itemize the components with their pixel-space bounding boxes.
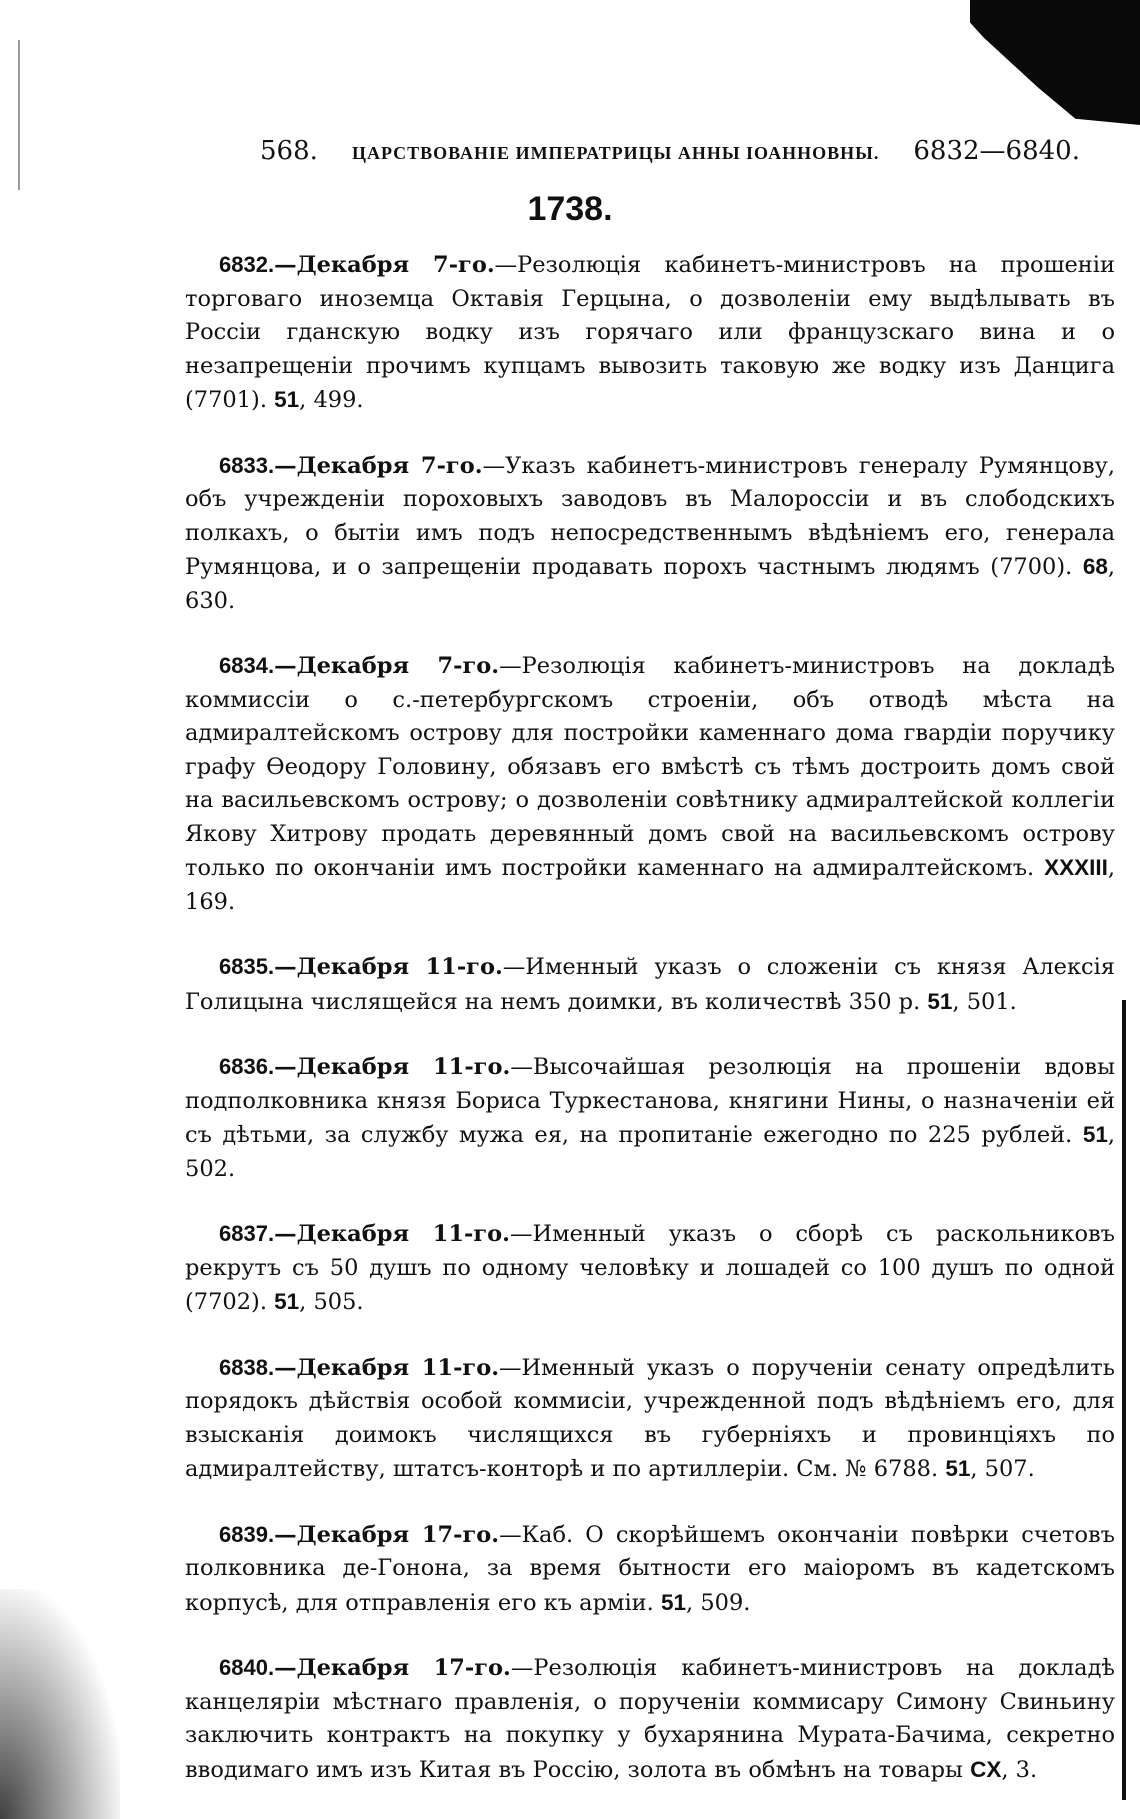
entry-page: , 3. [1001,1756,1038,1783]
entry-text: —Именный указъ о сложеніи съ князя Алексія Голицына числящейся на немъ доимки, въ количествѣ 350 р. [185,954,1116,1015]
entry-page: , 509. [686,1589,751,1616]
entry-text: —Указъ кабинетъ-министровъ генералу Румянцову, объ учрежденіи пороховыхъ заводовъ въ Малороссіи и въ слободскихъ полкахъ, о бытіи имъ подъ непосредственнымъ вѣдѣніемъ его, генерала Румянцова, и о запрещеніи продавать порохъ частнымъ людямъ (7700). [185,452,1115,580]
entry-number: 6840. [219,1655,275,1680]
scan-margin-mark [18,40,20,190]
entry-date: —Декабря 7-го. [274,452,483,479]
entry-date: —Декабря 7-го. [274,653,500,679]
entry-volume: 51 [660,1589,687,1615]
entry-text: —Резолюція кабинетъ-министровъ на прошеніи торговаго иноземца Октавія Герцына, о дозволеніи ему выдѣлывать въ Россіи гданскую водку изъ горячаго или французскаго вина и о незапрещеніи прочимъ купцамъ вывозить таковую же водку изъ Данцига (7701). [185,252,1115,413]
entry-6837 [185,1217,1115,1320]
entry-6840 [185,1651,1115,1787]
entries-list [185,248,1115,1818]
entry-page: , 169. [185,855,1115,915]
entry-date: —Декабря 11-го. [274,1221,510,1247]
entry-volume: 51 [274,387,300,412]
entry-volume: 51 [274,1289,300,1314]
entry-page: , 507. [970,1456,1035,1482]
entry-page: , 499. [299,387,364,413]
entry-volume: 51 [1082,1122,1108,1147]
entry-page: , 505. [299,1289,364,1315]
entry-volume: CX [970,1756,1002,1782]
entry-date: —Декабря 11-го. [274,954,503,980]
entry-6836 [185,1050,1115,1186]
entry-page: , 501. [952,988,1017,1015]
entry-volume: XXXIII [1044,855,1108,880]
entry-text: —Именный указъ о порученіи сенату опредѣлить порядокъ дѣйствія особой коммисіи, учрежденной подъ вѣдѣніемъ его, для взысканія доимокъ числящихся въ губерніяхъ и провинціяхъ по адмиралтейству, штатсъ-конторѣ и по артиллеріи. См. № 6788. [185,1354,1115,1482]
entry-6832 [185,248,1115,418]
entry-date: —Декабря 11-го. [274,1054,511,1080]
page-header [260,136,1080,166]
entry-6833 [185,449,1115,619]
scan-edge-line [1122,1000,1126,1800]
entry-number: 6832. [219,252,275,277]
entry-volume: 68 [1082,554,1108,579]
entry-text: —Резолюція кабинетъ-министровъ на докладѣ канцеляріи мѣстнаго правленія, о порученіи коммисару Симону Свиньину заключить контрактъ на покупку у бухарянина Мурата-Бачима, секретно вводимаго имъ изъ Китая въ Россію, золота въ обмѣнъ на товары [185,1655,1116,1783]
year-heading: 1738. [527,190,613,228]
entry-number: 6835. [219,954,275,979]
entry-date: —Декабря 17-го. [274,1521,500,1548]
entry-number: 6838. [219,1354,275,1380]
entry-6838 [185,1351,1115,1487]
running-title: ЦАРСТВОВАНІЕ ИМПЕРАТРИЦЫ АННЫ ІОАННОВНЫ. [351,143,880,163]
entry-text: —Именный указъ о сборѣ съ раскольниковъ рекрутъ съ 50 душъ по одному человѣку и лошадей со 100 душъ по одной (7702). [185,1221,1116,1315]
scan-corner-blot [970,0,1140,125]
entry-text: —Каб. О скорѣйшемъ окончаніи повѣрки счетовъ полковника де-Гонона, за время бытности его маіоромъ въ кадетскомъ корпусѣ, для отправленія его къ арміи. [185,1521,1115,1616]
entry-page: , 630. [185,554,1115,614]
entry-date: —Декабря 7-го. [274,252,495,278]
entry-number: 6836. [219,1054,275,1079]
entry-date: —Декабря 11-го. [274,1354,500,1381]
entry-volume: 51 [927,988,953,1014]
entry-number: 6837. [219,1221,275,1246]
page-number: 568. [260,136,318,166]
entry-number: 6839. [219,1521,275,1547]
entry-6839 [185,1518,1115,1621]
scan-smudge [0,1589,120,1819]
entry-page: , 502. [185,1122,1115,1182]
entry-number: 6834. [219,653,275,678]
entry-6835 [185,950,1115,1019]
entry-text: —Высочайшая резолюція на прошеніи вдовы подполковника князя Бориса Туркестанова, княгини Нины, о назначеніи ей съ дѣтьми, за службу мужа ея, на пропитаніе ежегодно по 225 рублей. [185,1054,1115,1148]
entry-6834 [185,649,1115,919]
entry-date: —Декабря 17-го. [274,1655,511,1681]
entry-number: 6833. [219,452,275,478]
entry-range: 6832—6840. [913,136,1080,166]
entry-text: —Резолюція кабинетъ-министровъ на докладѣ коммиссіи о с.-петербургскомъ строеніи, объ отводѣ мѣста на адмиралтейскомъ острову для постройки каменнаго дома гвардіи поручику графу Ѳеодору Головину, обязавъ его вмѣстѣ съ тѣмъ достроить домъ свой на васильевскомъ острову; о дозволеніи совѣтнику адмиралтейской коллегіи Якову Хитрову продать деревянный домъ свой на васильевскомъ острову только по окончаніи имъ постройки каменнаго на адмиралтейскомъ. [185,653,1116,881]
entry-volume: 51 [945,1456,971,1481]
